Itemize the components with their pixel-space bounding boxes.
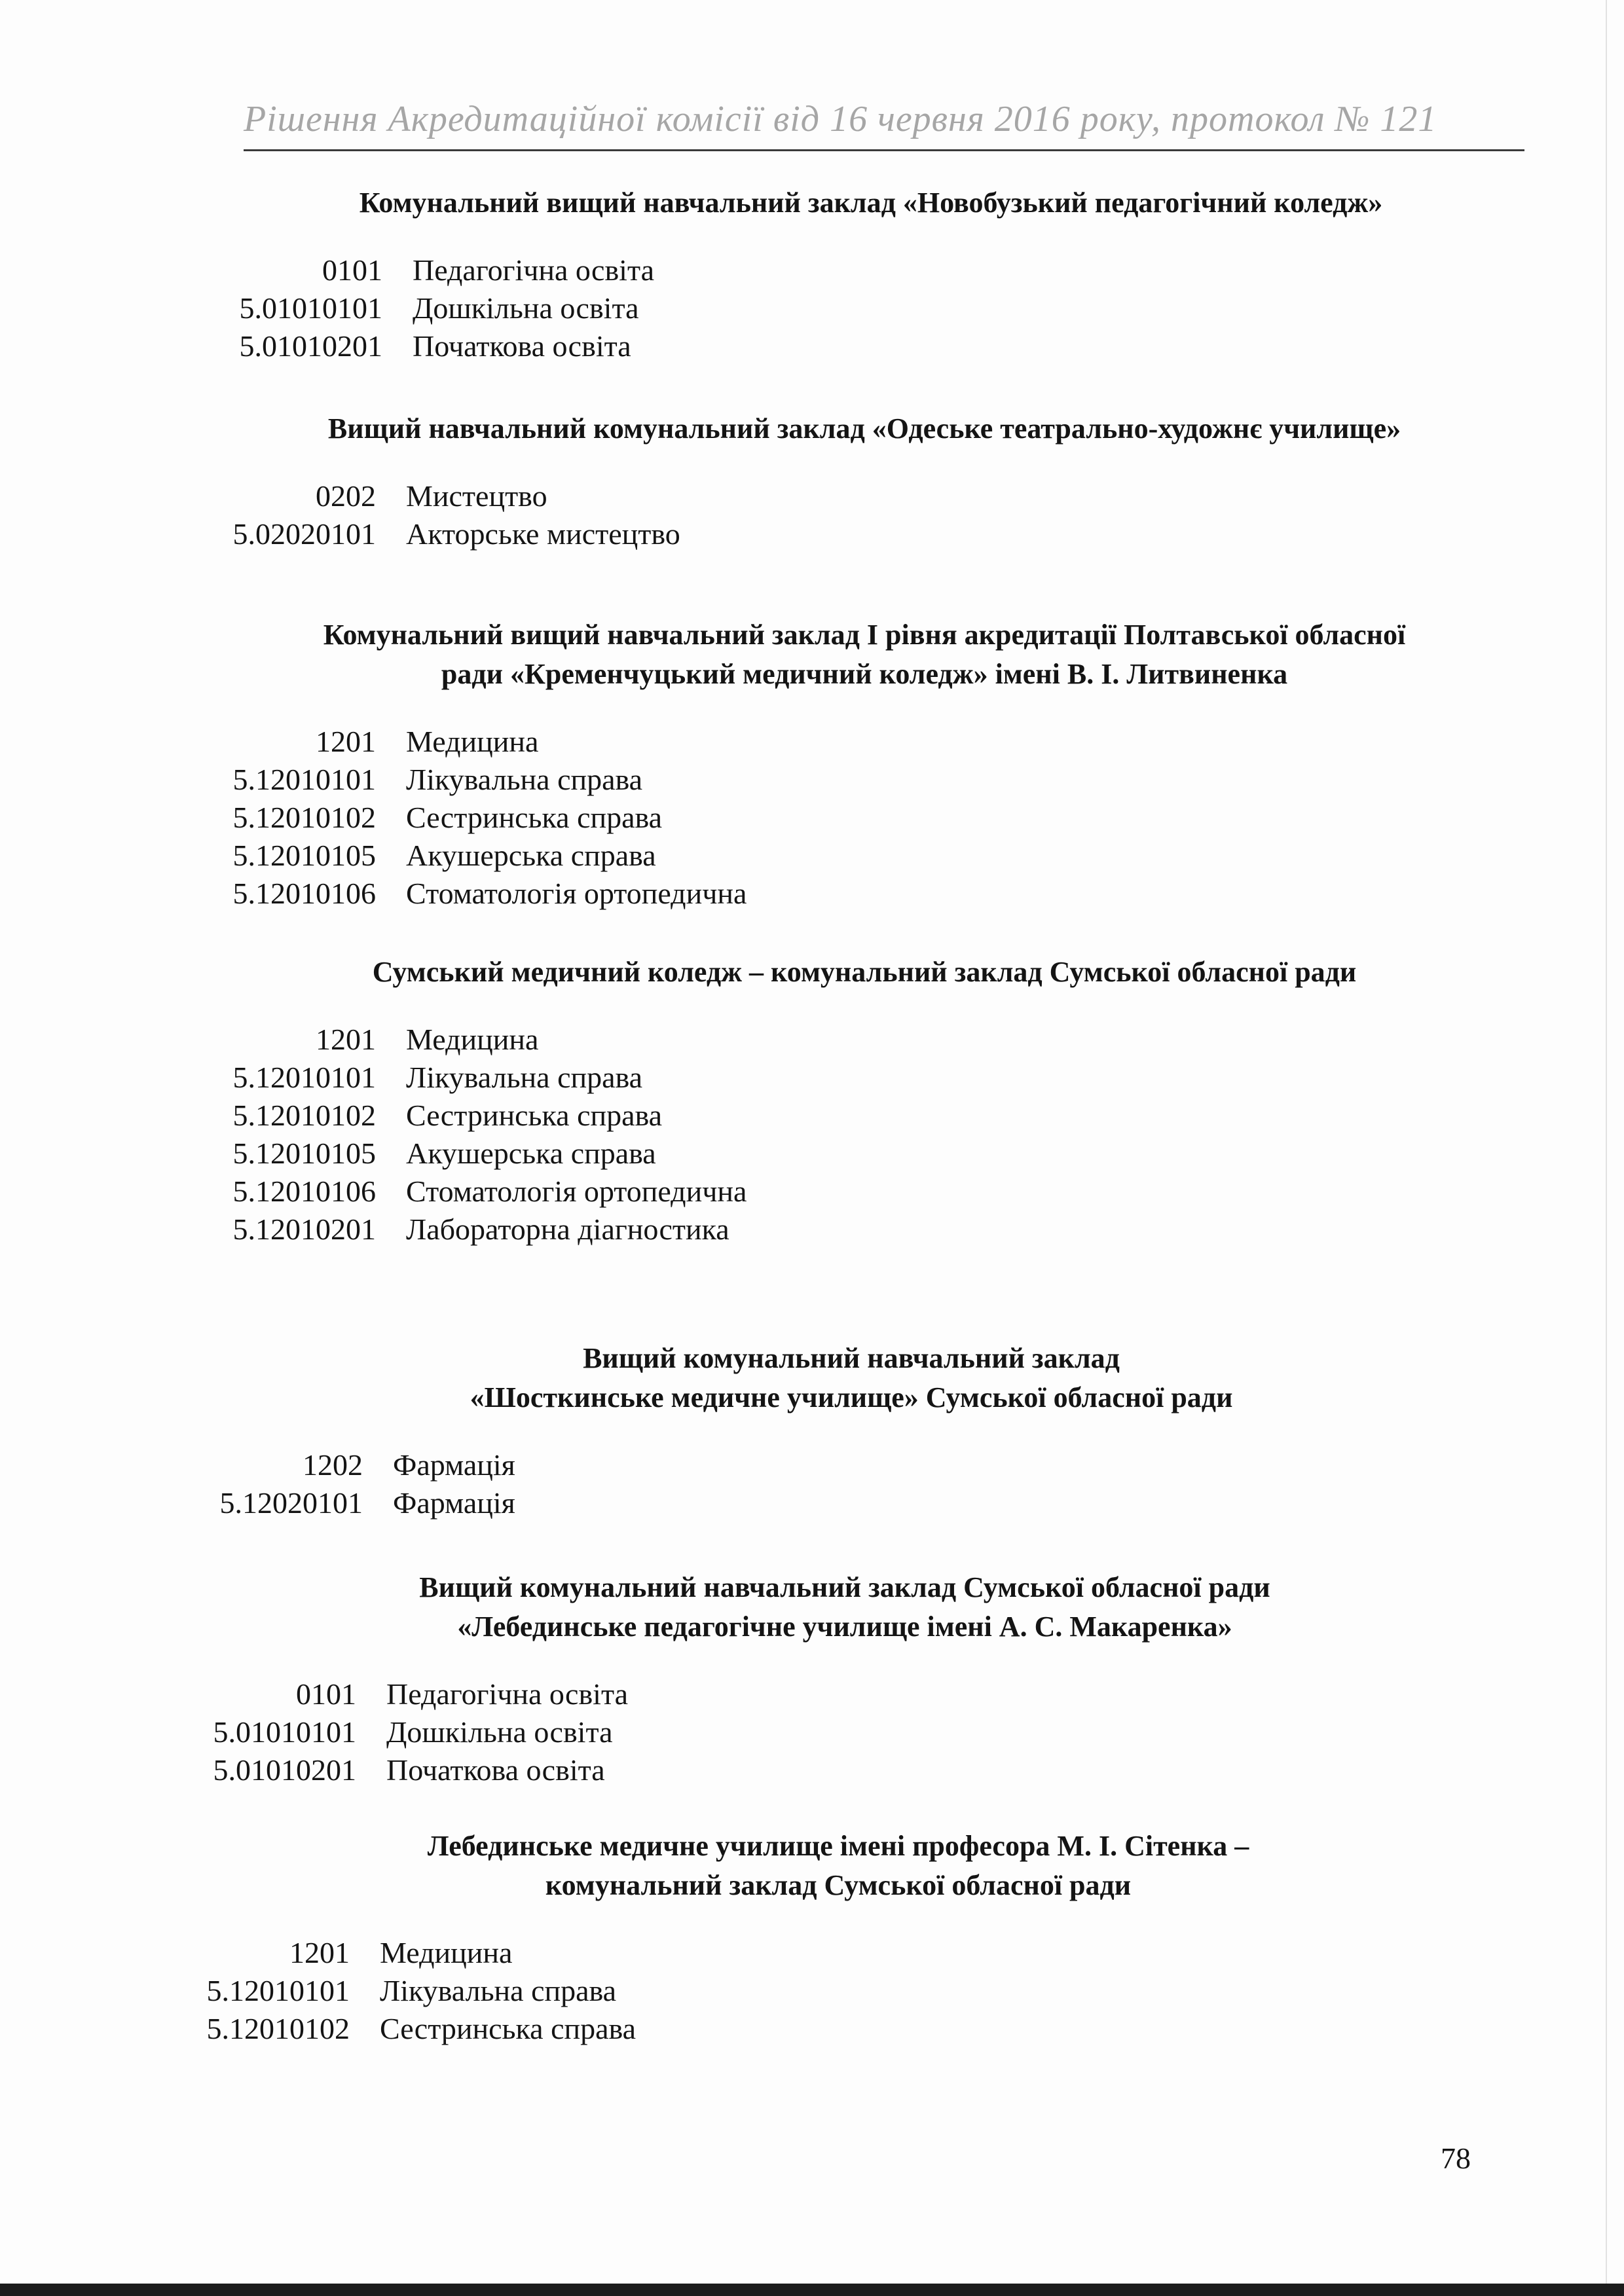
specialty-name: Фармація (393, 1486, 515, 1520)
specialty-row (210, 1211, 1519, 1248)
institution-section (210, 409, 1519, 553)
specialty-row (210, 477, 1519, 515)
specialty-list (190, 1675, 1500, 1789)
page-number: 78 (1441, 2141, 1471, 2175)
specialty-list (196, 1446, 1506, 1522)
specialty-row (183, 1972, 1493, 2010)
specialty-name: Мистецтво (406, 479, 547, 513)
specialty-row (210, 875, 1519, 913)
specialty-name: Сестринська справа (406, 801, 663, 834)
specialty-code: 5.12010101 (232, 763, 376, 796)
specialty-row (210, 761, 1519, 799)
specialty-row (210, 837, 1519, 875)
institution-title-line: ради «Кременчуцький медичний коледж» імені В. І. Литвиненка (441, 658, 1288, 690)
institution-section (190, 1568, 1500, 1789)
specialty-row (210, 1173, 1519, 1211)
specialty-code: 5.01010101 (213, 1715, 356, 1749)
document-header: Рішення Акредитаційної комісії від 16 червня 2016 року, протокол № 121 (244, 99, 1437, 139)
specialty-name: Педагогічна освіта (413, 253, 655, 287)
specialty-row (210, 799, 1519, 837)
specialty-code: 5.12020101 (219, 1486, 363, 1520)
specialty-list (210, 1021, 1519, 1248)
specialty-row (210, 515, 1519, 553)
institution-title-line: Вищий комунальний навчальний заклад (583, 1342, 1120, 1374)
specialty-row (196, 1484, 1506, 1522)
specialty-name: Лікувальна справа (380, 1974, 617, 2007)
specialty-code: 5.01010201 (213, 1753, 356, 1787)
specialty-row (210, 1135, 1519, 1173)
specialty-code: 5.12010101 (232, 1061, 376, 1094)
specialty-code: 1201 (316, 1023, 376, 1056)
institution-title-line: Вищий комунальний навчальний заклад Сумської обласної ради (419, 1571, 1270, 1603)
specialty-code: 5.12010106 (232, 1175, 376, 1208)
institution-title-line: комунальний заклад Сумської обласної ради (545, 1869, 1132, 1901)
specialty-name: Лікувальна справа (406, 1061, 643, 1094)
specialty-name: Дошкільна освіта (413, 291, 639, 325)
institution-title-line: Лебединське медичне училище імені професора М. І. Сітенка – (427, 1830, 1249, 1862)
specialty-name: Акушерська справа (406, 839, 656, 872)
specialty-row (196, 1446, 1506, 1484)
specialty-code: 5.12010201 (232, 1212, 376, 1246)
header-rule (244, 149, 1524, 151)
specialty-code: 5.02020101 (232, 517, 376, 551)
specialty-list (216, 251, 1526, 365)
specialty-row (190, 1751, 1500, 1789)
specialty-code: 5.12010105 (232, 839, 376, 872)
specialty-name: Стоматологія ортопедична (406, 877, 747, 910)
specialty-row (190, 1713, 1500, 1751)
institution-title-line: Комунальний вищий навчальний заклад «Новобузький педагогічний коледж» (359, 187, 1383, 219)
institution-section (210, 615, 1519, 913)
institution-section (183, 1827, 1493, 2048)
specialty-code: 5.12010105 (232, 1137, 376, 1170)
specialty-code: 1201 (316, 725, 376, 758)
specialty-list (210, 477, 1519, 553)
institution-section (210, 953, 1519, 1248)
specialty-row (183, 2010, 1493, 2048)
specialty-name: Початкова освіта (413, 329, 631, 363)
institution-title-line: Комунальний вищий навчальний заклад І рівня акредитації Полтавської обласної (323, 619, 1406, 651)
specialty-row (183, 1934, 1493, 1972)
institution-title (210, 409, 1519, 448)
specialty-name: Стоматологія ортопедична (406, 1175, 747, 1208)
scan-edge-right (1606, 0, 1607, 2284)
specialty-list (183, 1934, 1493, 2048)
institution-title-line: Сумський медичний коледж – комунальний заклад Сумської обласної ради (372, 956, 1357, 988)
specialty-name: Початкова освіта (386, 1753, 605, 1787)
specialty-code: 1202 (303, 1448, 363, 1482)
specialty-code: 5.12010102 (206, 2012, 350, 2045)
specialty-code: 1201 (289, 1936, 350, 1969)
institution-title-line: «Лебединське педагогічне училище імені А. С. Макаренка» (457, 1611, 1232, 1643)
specialty-row (210, 723, 1519, 761)
specialty-code: 0101 (322, 253, 382, 287)
institution-title (190, 1568, 1500, 1647)
specialty-name: Акушерська справа (406, 1137, 656, 1170)
institution-title-line: «Шосткинське медичне училище» Сумської обласної ради (470, 1381, 1233, 1413)
specialty-code: 5.12010102 (232, 1099, 376, 1132)
specialty-row (210, 1059, 1519, 1097)
specialty-code: 0202 (316, 479, 376, 513)
institution-title-line: Вищий навчальний комунальний заклад «Одеське театрально-художнє училище» (327, 412, 1401, 445)
specialty-code: 5.12010101 (206, 1974, 350, 2007)
specialty-code: 0101 (296, 1677, 356, 1711)
specialty-name: Медицина (380, 1936, 513, 1969)
institution-title (216, 183, 1526, 223)
institution-title (210, 953, 1519, 992)
specialty-list (210, 723, 1519, 913)
specialty-row (210, 1097, 1519, 1135)
specialty-code: 5.12010106 (232, 877, 376, 910)
specialty-name: Лабораторна діагностика (406, 1212, 729, 1246)
specialty-row (190, 1675, 1500, 1713)
institution-section (216, 183, 1526, 365)
specialty-name: Акторське мистецтво (406, 517, 680, 551)
specialty-row (216, 251, 1526, 289)
institution-title (196, 1339, 1506, 1417)
institution-title (183, 1827, 1493, 1905)
specialty-name: Медицина (406, 1023, 539, 1056)
specialty-row (216, 327, 1526, 365)
specialty-name: Педагогічна освіта (386, 1677, 629, 1711)
specialty-name: Сестринська справа (406, 1099, 663, 1132)
specialty-row (216, 289, 1526, 327)
specialty-code: 5.01010201 (239, 329, 382, 363)
specialty-name: Дошкільна освіта (386, 1715, 613, 1749)
institution-title (210, 615, 1519, 694)
specialty-row (210, 1021, 1519, 1059)
scan-edge-bottom (0, 2284, 1624, 2296)
specialty-code: 5.01010101 (239, 291, 382, 325)
specialty-name: Сестринська справа (380, 2012, 637, 2045)
specialty-code: 5.12010102 (232, 801, 376, 834)
specialty-name: Лікувальна справа (406, 763, 643, 796)
specialty-name: Медицина (406, 725, 539, 758)
specialty-name: Фармація (393, 1448, 515, 1482)
institution-section (196, 1339, 1506, 1522)
